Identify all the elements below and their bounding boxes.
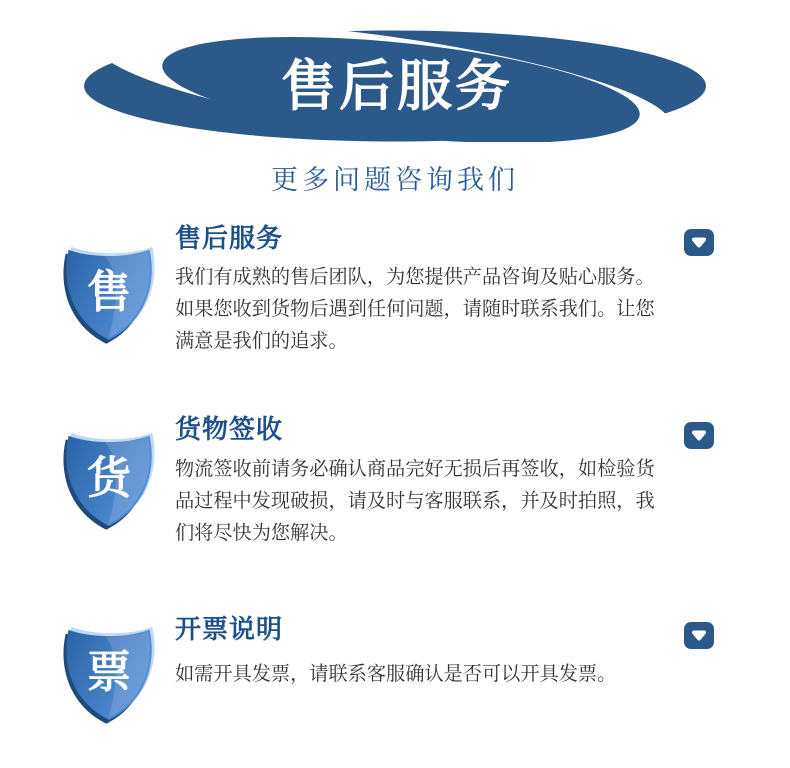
banner-title: 售后服务 — [280, 55, 514, 117]
section-body: 如需开具发票，请联系客服确认是否可以开具发票。 — [175, 664, 617, 685]
section-title: 开票说明 — [175, 614, 284, 644]
chevron-down-icon[interactable] — [684, 422, 714, 449]
badge-character: 售 — [86, 268, 132, 318]
shield-badge-icon — [62, 240, 156, 344]
banner — [83, 30, 707, 142]
badge-character: 票 — [86, 648, 132, 698]
section-title: 货物签收 — [175, 414, 284, 444]
shield-badge-icon — [62, 620, 156, 724]
section-body: 物流签收前请务必确认商品完好无损后再签收，如检验货品过程中发现破损，请及时与客服联系，并及时拍照，我们将尽快为您解决。 — [175, 459, 655, 544]
badge-character: 货 — [86, 454, 132, 504]
section-title: 售后服务 — [175, 223, 284, 253]
subtitle: 更多问题咨询我们 — [271, 165, 519, 195]
section-body: 我们有成熟的售后团队，为您提供产品咨询及贴心服务。如果您收到货物后遇到任何问题，请随时联系我们。让您满意是我们的追求。 — [175, 267, 655, 352]
chevron-down-icon[interactable] — [684, 229, 714, 256]
shield-badge-icon — [62, 426, 156, 530]
banner-ellipse-swoosh — [83, 30, 707, 142]
chevron-down-icon[interactable] — [684, 622, 714, 649]
